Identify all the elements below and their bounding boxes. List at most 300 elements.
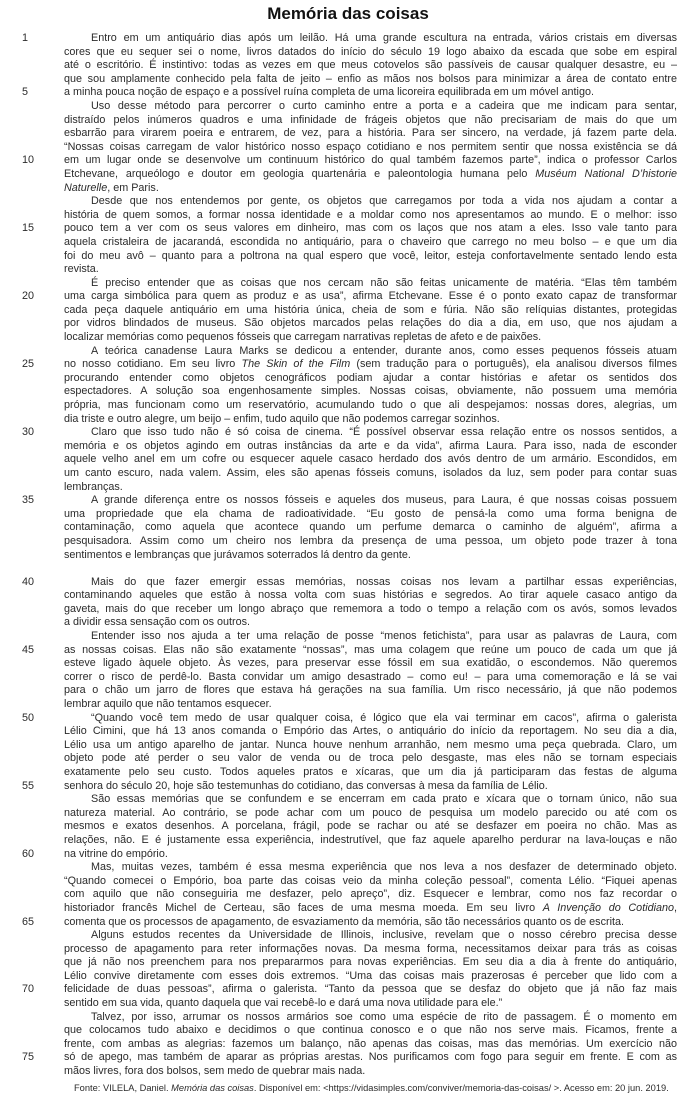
line-number <box>0 1065 64 1079</box>
text-line <box>0 399 696 413</box>
text-line <box>0 168 696 182</box>
text-run: Mais do que fazer emergir essas memórias, nossas coisas nos levam a partilhar essas experiências, <box>91 575 677 588</box>
line-number <box>0 902 64 916</box>
text-run: cores que eu sequer sei o nome, livros datados do início do século 19 logo abaixo da escada que sobe em espiral <box>64 45 677 58</box>
line-text <box>64 1011 677 1025</box>
line-number <box>0 535 64 549</box>
text-run: sentimentos e lembranças que jurávamos soterrados lá dentro da gente. <box>64 548 411 561</box>
line-number <box>0 793 64 807</box>
line-text <box>64 32 677 46</box>
text-line <box>0 453 696 467</box>
text-run: para o chão um jarro de flores que estava há gerações na sua família. Um risco necessário, já que não podemos <box>64 684 677 697</box>
text-run: revista. <box>64 263 99 276</box>
text-line <box>0 1038 696 1052</box>
line-text <box>64 916 677 930</box>
text-run: objeto pode até perder o seu valor de venda ou de troca pelo desgaste, mas eles não se tornam especiais <box>64 752 677 765</box>
line-number <box>0 263 64 277</box>
line-number <box>0 671 64 685</box>
line-text <box>64 535 677 549</box>
line-text <box>64 671 677 685</box>
line-number <box>0 236 64 250</box>
text-line <box>0 154 696 168</box>
line-text <box>64 521 677 535</box>
line-text <box>64 154 677 168</box>
text-line <box>0 644 696 658</box>
line-number <box>0 59 64 73</box>
text-line <box>0 916 696 930</box>
line-text <box>64 290 677 304</box>
text-run: na vitrine do empório. <box>64 847 168 860</box>
text-line <box>0 698 696 712</box>
line-text <box>64 141 677 155</box>
line-number <box>0 345 64 359</box>
text-line <box>0 1051 696 1065</box>
line-number <box>0 684 64 698</box>
text-run: Talvez, por isso, arrumar os nossos armários soe como uma espécie de rito de passagem. É o momento em <box>91 1010 677 1023</box>
line-number <box>0 481 64 495</box>
text-run: Etchevane, arqueólogo e doutor em geologia quartenária e paleontologia humana pelo <box>64 167 536 180</box>
text-run: natureza material. Ao contrário, se pode achar com um pouco de pesquisa um modelo parecido ou até com os <box>64 806 677 819</box>
text-line <box>0 317 696 331</box>
text-run: por vidros blindados de museus. São objetos marcados pelas relações do dia a dia, em uso, que nos ajudam a <box>64 317 677 330</box>
source-citation <box>0 1082 696 1094</box>
text-run: só de apego, mas também de aparar as próprias arestas. Nos purificamos com fogo para seguir em frente. E com as <box>64 1051 677 1064</box>
text-run: espectadores. A solução soa engenhosamente simples. Nossas coisas, obviamente, não possuem uma memória <box>64 385 677 398</box>
text-run: Lélio convive diretamente com esses dois extremos. “Uma das coisas mais prazerosas é perceber que lido com a <box>64 969 677 982</box>
text-run: própria, mas funcionam como um reservatório, acumulando tudo o que ali despejamos: nossas dores, alegrias, um <box>64 399 677 412</box>
text-line <box>0 494 696 508</box>
text-line <box>0 616 696 630</box>
text-run: aquela cristaleira de jacarandá, escondida no antiquário, para o chaveiro que carrego no meu bolso – e que um dia <box>64 235 677 248</box>
text-line <box>0 739 696 753</box>
text-line <box>0 358 696 372</box>
line-text <box>64 834 677 848</box>
text-run: senhora do século 20, hoje são testemunhas do cotidiano, das conversas à mesa da família de Lélio. <box>64 779 548 792</box>
text-line <box>0 1011 696 1025</box>
line-number <box>0 413 64 427</box>
line-number <box>0 752 64 766</box>
line-text <box>64 698 677 712</box>
line-text <box>64 59 677 73</box>
text-run: correr o risco de perdê-lo. Basta convidar um amigo desastrado – como eu! – para uma comemoração e lá se vai <box>64 670 677 683</box>
line-text <box>64 739 677 753</box>
text-line <box>0 521 696 535</box>
text-run: com aquilo que não conseguiria me desfazer, pelo apreço”, diz. Esquecer e lembrar, como nos faz recordar o <box>64 888 677 901</box>
line-text <box>64 1024 677 1038</box>
text-line <box>0 73 696 87</box>
line-text <box>64 603 677 617</box>
line-text <box>64 807 677 821</box>
line-number <box>0 630 64 644</box>
text-run: Uso desse método para percorrer o curto caminho entre a porta e a cadeira que me indicam para sentar, <box>91 99 677 112</box>
line-text <box>64 793 677 807</box>
line-number <box>0 168 64 182</box>
text-run: história de quem somos, a formar nossa identidade e a moldar como nos apresentamos ao mundo. E o melhor: isso <box>64 208 677 221</box>
text-run: historiador francês Michel de Certeau, são faces de uma mesma moeda. Em seu livro <box>64 901 543 914</box>
line-text <box>64 317 677 331</box>
text-run: (sem tradução para o português), ela analisou diversos filmes <box>350 358 678 371</box>
text-line <box>0 426 696 440</box>
text-run: pouco tem a ver com os seus valores em dinheiro, mas com os laços que nos atam a eles. Isso vale tanto para <box>64 222 677 235</box>
line-number <box>0 317 64 331</box>
text-line <box>0 1024 696 1038</box>
text-run: que já não nos preenchem para nos prepararmos para novas experiências. Em seu dia a dia à frente do antiquário, <box>64 956 677 969</box>
line-text <box>64 100 677 114</box>
text-line <box>0 943 696 957</box>
line-number: 1 <box>22 32 29 44</box>
document-body <box>0 32 696 1079</box>
text-line <box>0 195 696 209</box>
line-text <box>64 73 677 87</box>
line-number <box>0 766 64 780</box>
line-number: 35 <box>22 494 35 507</box>
line-number <box>0 277 64 291</box>
line-number <box>0 698 64 712</box>
text-line <box>0 304 696 318</box>
text-run: , em Paris. <box>107 181 159 194</box>
text-line <box>0 209 696 223</box>
text-line <box>0 331 696 345</box>
text-line <box>0 290 696 304</box>
text-run: “Nossas coisas carregam de valor histórico nosso espaço cotidiano e nos permitem sentir que nossa existência se dá <box>64 140 677 153</box>
line-number: 60 <box>22 847 35 860</box>
text-line <box>0 684 696 698</box>
line-number: 50 <box>22 711 35 724</box>
line-text <box>64 304 677 318</box>
line-text <box>64 712 677 726</box>
line-text <box>64 861 677 875</box>
text-line <box>0 277 696 291</box>
text-run: a minha pouca noção de espaço e a possível ruína completa de uma licoreira equilibrada em um móvel antigo. <box>64 86 594 99</box>
line-text <box>64 929 677 943</box>
text-line <box>0 834 696 848</box>
line-number <box>0 182 64 196</box>
text-line <box>0 1065 696 1079</box>
line-number: 65 <box>22 915 35 928</box>
line-text <box>64 820 677 834</box>
text-line <box>0 508 696 522</box>
text-line <box>0 372 696 386</box>
line-number <box>0 603 64 617</box>
line-text <box>64 780 677 794</box>
line-text <box>64 630 677 644</box>
text-line <box>0 250 696 264</box>
line-text <box>64 127 677 141</box>
line-text <box>64 943 677 957</box>
text-line <box>0 630 696 644</box>
line-text <box>64 875 677 889</box>
line-number <box>0 250 64 264</box>
text-line <box>0 793 696 807</box>
line-number <box>0 440 64 454</box>
text-line <box>0 576 696 590</box>
line-number <box>0 209 64 223</box>
text-run: exatamente pelo seu custo. Todos aqueles pratos e xícaras, que um dia já participaram das festas de alguma <box>64 765 677 778</box>
text-line <box>0 467 696 481</box>
line-number <box>0 549 64 563</box>
line-text <box>64 413 677 427</box>
text-run: relações, não. E é justamente essa experiência, indestrutível, que faz aquele aparelho perdurar na lava-louças e não <box>64 833 677 846</box>
line-text <box>64 902 677 916</box>
italic-text-run: Memória das coisas <box>171 1082 254 1093</box>
line-text <box>64 549 677 563</box>
text-run: . Disponível em: <https://vidasimples.com/conviver/memoria-das-coisas/ >. Acesso em: 20 jun. 2019. <box>253 1082 669 1093</box>
line-text <box>64 983 677 997</box>
line-number <box>0 1011 64 1025</box>
line-text <box>64 453 677 467</box>
line-number <box>0 521 64 535</box>
text-run: uma propriedade que ela chama de radioatividade. “Eu gosto de pensá-la como uma forma benigna de <box>64 507 677 520</box>
text-run: cada peça daquele antiquário em uma história única, cheia de som e fúria. Não são relíquias distantes, protegidas <box>64 303 677 316</box>
text-run: “Quando você tem medo de usar qualquer coisa, é lógico que ela vai terminar em cacos”, afirma o galerista <box>91 711 677 724</box>
text-run: São essas memórias que se confundem e se encerram em cada prato e xícara que o tornam único, não sua <box>91 793 677 806</box>
line-number <box>0 589 64 603</box>
text-line <box>0 127 696 141</box>
text-line <box>0 481 696 495</box>
text-line <box>0 114 696 128</box>
line-number <box>0 739 64 753</box>
line-number <box>0 331 64 345</box>
line-text <box>64 752 677 766</box>
line-text <box>64 195 677 209</box>
text-line <box>0 413 696 427</box>
text-run: dia triste e outro alegre, um beijo – enfim, tudo aquilo que não podemos carregar sozinhos. <box>64 412 500 425</box>
line-number <box>0 807 64 821</box>
text-run: memória e os objetos agindo em outras instâncias da arte e da vida”, afirma Laura. Para isso, nada de esconder <box>64 439 677 452</box>
text-run: comenta que os processos de apagamento, de esvaziamento da memória, são tão necessários quanto os de escrita. <box>64 915 624 928</box>
text-line <box>0 671 696 685</box>
text-run: uma carga simbólica para quem as produz e as usa”, afirma Etchevane. Esse é o ponto exato capaz de transformar <box>64 290 677 303</box>
line-text <box>64 725 677 739</box>
text-run: Desde que nos entendemos por gente, os objetos que carregamos por toda a vida nos ajudam a contar a <box>91 195 677 208</box>
line-number: 25 <box>22 358 35 371</box>
text-line <box>0 141 696 155</box>
text-line <box>0 997 696 1011</box>
line-number <box>0 141 64 155</box>
line-number: 15 <box>22 222 35 235</box>
text-run: processo de apagamento para reter informações novas. Da mesma forma, necessitamos deixar para trás as coisas <box>64 942 677 955</box>
line-text <box>64 657 677 671</box>
text-run: Alguns estudos recentes da Universidade de Illinois, inclusive, revelam que o nosso cérebro precisa desse <box>91 929 677 942</box>
line-number <box>0 861 64 875</box>
line-text <box>64 684 677 698</box>
line-number: 75 <box>22 1051 35 1064</box>
italic-text-run: The Skin of the Film <box>241 358 351 371</box>
line-text <box>64 766 677 780</box>
line-text <box>64 426 677 440</box>
text-line <box>0 875 696 889</box>
line-number <box>0 73 64 87</box>
text-run: Mas, muitas vezes, também é essa mesma experiência que nos leva a nos desfazer de determinado objeto. <box>91 861 677 874</box>
line-number: 10 <box>22 154 35 167</box>
line-text <box>64 440 677 454</box>
text-run: até o escritório. É instintivo: todas as vezes em que meus cotovelos são passíveis de causar qualquer desastre, eu – <box>64 59 677 72</box>
line-text <box>64 372 677 386</box>
line-number <box>0 399 64 413</box>
text-run: mesmos e exatos desenhos. A porcelana, frágil, pode se rachar ou até se desfazer em poeira no chão. Mas as <box>64 820 677 833</box>
text-run: procurando entender como objetos cenográficos podiam ajudar a contar histórias e afetar os sentidos dos <box>64 371 677 384</box>
line-number <box>0 970 64 984</box>
text-run: contaminação, como aquela que acontece quando um perfume demarca o caminho de alguém”, afirma a <box>64 521 677 534</box>
line-text <box>64 182 677 196</box>
text-run: frente, com ambas as alegrias: fazemos um balanço, não apenas das coisas, mas das memórias. Um exercício não <box>64 1037 677 1050</box>
line-text <box>64 956 677 970</box>
line-number <box>0 453 64 467</box>
line-number <box>0 875 64 889</box>
line-text <box>64 616 677 630</box>
text-run: localizar memórias como pequenos fósseis que carregam narrativas repletas de afeto e de paixões. <box>64 331 542 344</box>
line-number: 70 <box>22 983 35 996</box>
line-number <box>0 372 64 386</box>
text-line <box>0 725 696 739</box>
italic-text-run: A Invenção do Cotidiano <box>542 901 675 914</box>
line-number <box>0 929 64 943</box>
text-run: Entro em um antiquário dias após um leilão. Há uma grande escultura na entrada, vários cristais em diversas <box>91 32 677 44</box>
text-run: mãos livres, fora dos bolsos, sem medo de quebrar mais nada. <box>64 1065 366 1078</box>
text-run: esbarrão para virarem poeira e entrarem, de vez, para a história. Para ser sincero, na verdade, já fazem parte dela. <box>64 127 677 140</box>
text-line <box>0 236 696 250</box>
text-line <box>0 32 696 46</box>
text-line <box>0 752 696 766</box>
text-line <box>0 385 696 399</box>
line-text <box>64 848 677 862</box>
line-number <box>0 616 64 630</box>
text-line <box>0 345 696 359</box>
text-line <box>0 848 696 862</box>
text-line <box>0 86 696 100</box>
text-run: aquele velho anel em um cofre ou esquecer aquele casaco herdado dos avós dentro de um armário. Escondidos, em <box>64 453 677 466</box>
text-run: foi do meu avô – quanto para a poltrona na qual espero que você, leitor, esteja confortavelmente sentado lendo esta <box>64 249 677 262</box>
text-line <box>0 182 696 196</box>
line-text <box>64 508 677 522</box>
text-line <box>0 902 696 916</box>
line-number <box>0 127 64 141</box>
line-number <box>0 114 64 128</box>
text-run: , <box>674 901 678 914</box>
line-number: 55 <box>22 779 35 792</box>
line-number <box>0 725 64 739</box>
text-run: pesquisadora. Assim como um cheiro nos lembra da presença de uma pessoa, um objeto pode trazer à tona <box>64 534 677 547</box>
line-text <box>64 399 677 413</box>
line-text <box>64 481 677 495</box>
text-run: as nossas coisas. Elas não são exatamente “nossas”, mas uma colagem que reúne um pouco de cada um que já <box>64 643 677 656</box>
text-line <box>0 956 696 970</box>
text-line <box>0 820 696 834</box>
line-text <box>64 1038 677 1052</box>
line-text <box>64 576 677 590</box>
line-number <box>0 100 64 114</box>
line-text <box>64 997 677 1011</box>
line-number <box>0 385 64 399</box>
text-line <box>0 766 696 780</box>
text-line <box>0 807 696 821</box>
text-line <box>0 263 696 277</box>
line-text <box>64 331 677 345</box>
line-text <box>64 236 677 250</box>
line-number: 5 <box>22 86 29 99</box>
line-text <box>64 250 677 264</box>
text-run: A teórica canadense Laura Marks se dedicou a entender, durante anos, como esses pequenos fósseis atuam <box>91 344 677 357</box>
text-line <box>0 46 696 60</box>
text-run: Claro que isso tudo não é só coisa de cinema. “É possível observar essa relação entre os nossos sentidos, a <box>91 426 677 439</box>
page-title: Memória das coisas <box>267 4 429 23</box>
line-text <box>64 358 677 372</box>
text-line <box>0 780 696 794</box>
text-run: Lélio usa um antigo aparelho de jantar. Nunca houve nenhum arranhão, nem mesmo uma peça quebrada. Claro, um <box>64 738 677 751</box>
line-text <box>64 345 677 359</box>
text-run: distraído pelos inúmeros quadros e uma infinidade de frágeis objetos que não precisariam de mais do que um <box>64 113 677 126</box>
line-text <box>64 385 677 399</box>
line-number <box>0 888 64 902</box>
text-run: É preciso entender que as coisas que nos cercam não são feitas unicamente de matéria. “Elas têm também <box>91 276 677 289</box>
line-text <box>64 1065 677 1079</box>
line-text <box>64 888 677 902</box>
text-run: no nosso cotidiano. Em seu livro <box>64 358 242 371</box>
text-line <box>0 603 696 617</box>
text-line <box>0 222 696 236</box>
line-number <box>0 508 64 522</box>
text-run: lembranças. <box>64 480 123 493</box>
text-run: lembrar aquilo que não tentamos esquecer. <box>64 698 272 710</box>
text-line <box>0 100 696 114</box>
line-number <box>0 1024 64 1038</box>
line-text <box>64 114 677 128</box>
text-run: “Quando comecei o Empório, boa parte das coisas veio da minha coleção pessoal”, comenta Lélio. “Fiquei apenas <box>64 874 677 887</box>
line-text <box>64 86 677 100</box>
text-run: em um lugar onde se desenvolve um continuum histórico do qual também fazemos parte”, indica o professor Carlos <box>64 154 677 167</box>
line-text <box>64 467 677 481</box>
line-text <box>64 168 677 182</box>
text-run: Fonte: VILELA, Daniel. <box>74 1082 172 1093</box>
line-number <box>0 467 64 481</box>
italic-text-run: Naturelle <box>64 181 108 194</box>
line-number <box>0 46 64 60</box>
line-text <box>64 589 677 603</box>
line-text <box>64 1051 677 1065</box>
line-number: 30 <box>22 426 35 439</box>
line-number <box>0 304 64 318</box>
text-run: um canto escuro, nada valem. Assim, eles são apenas fósseis comuns, isolados da luz, sem poder para contar suas <box>64 467 677 479</box>
line-text <box>64 46 677 60</box>
text-run: a dividir essa sensação com os outros. <box>64 616 251 629</box>
text-line <box>0 712 696 726</box>
line-number <box>0 657 64 671</box>
text-run: que colocamos tudo abaixo e decidimos o que continua conosco e o que não nos serve mais. Ficamos, frente a <box>64 1024 677 1037</box>
text-run: A grande diferença entre os nossos fósseis e aqueles dos museus, para Laura, é que nossas coisas possuem <box>91 494 677 507</box>
line-text <box>64 222 677 236</box>
text-line <box>0 861 696 875</box>
text-run: gaveta, mais do que receber um longo abraço que rememora a todo o tempo a relação com os avós, somos levados <box>64 602 677 615</box>
line-text <box>64 277 677 291</box>
text-line <box>0 970 696 984</box>
text-run: que sou amplamente conhecido pela falta de jeito – enfio as mãos nos bolsos para minimizar a área de contato entre <box>64 72 677 85</box>
text-run: felicidade de duas pessoas”, afirma o galerista. “Tanto da pessoa que se desfaz do objeto que já não faz mais <box>64 983 677 996</box>
text-run: Entender isso nos ajuda a ter uma relação de posse “menos fetichista”, para usar as palavras de Laura, com <box>91 630 677 643</box>
text-run: Lélio Cimini, que há 13 anos comanda o Empório das Artes, o antiquário do início da reportagem. No seu dia a dia, <box>64 725 677 738</box>
line-number <box>0 956 64 970</box>
line-number <box>0 820 64 834</box>
text-line <box>0 929 696 943</box>
line-text <box>64 494 677 508</box>
line-number: 45 <box>22 643 35 656</box>
text-line <box>0 657 696 671</box>
text-line <box>0 59 696 73</box>
text-line <box>0 888 696 902</box>
text-line <box>0 983 696 997</box>
text-run: sentido em sua vida, quanto daquela que vai recebê-lo e dará uma nova utilidade para ele.” <box>64 997 503 1010</box>
line-text <box>64 263 677 277</box>
text-line <box>0 440 696 454</box>
